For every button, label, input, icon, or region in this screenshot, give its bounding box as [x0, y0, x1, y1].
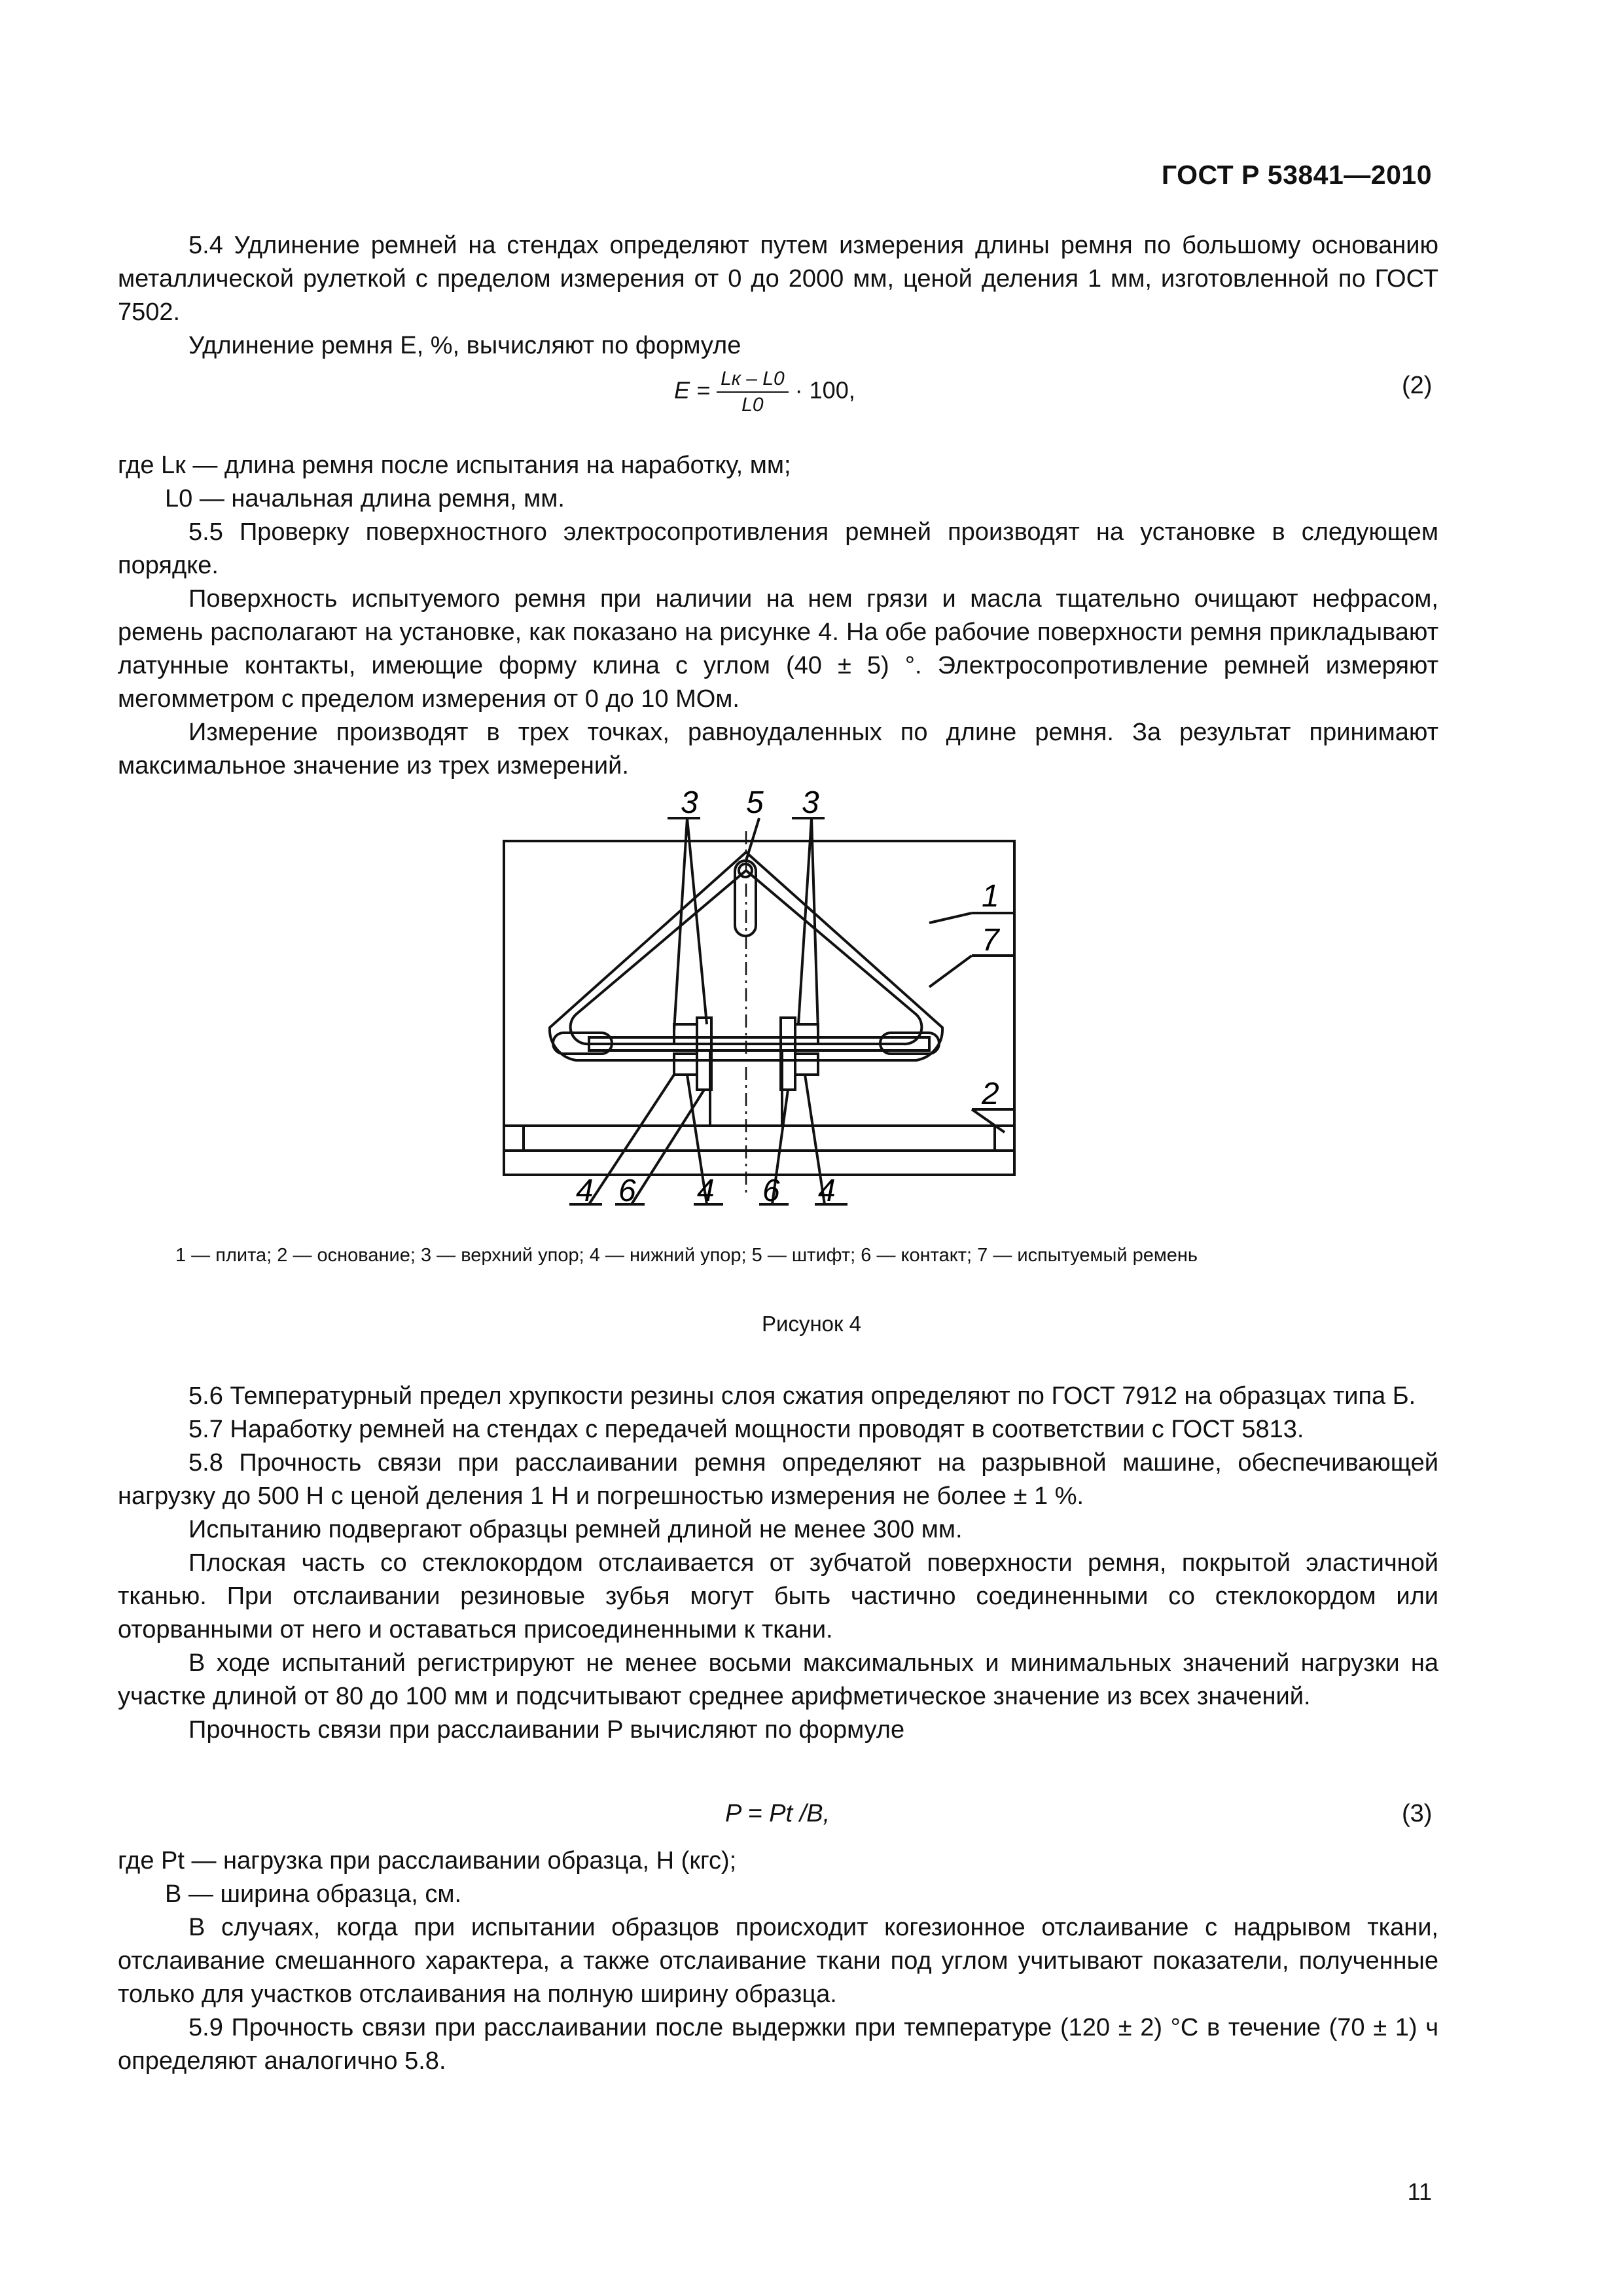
- section-5-5: [118, 516, 1438, 783]
- formula-2-denominator: L0: [741, 394, 764, 416]
- figure-4-diagram: [484, 779, 1041, 1237]
- paragraph-5-4: 5.4 Удлинение ремней на стендах определяют путем измерения длины ремня по большому основанию металлической рулеткой с пределом измерения от 0 до 2000 мм, ценой деления 1 мм, изготовленной по ГОСТ 7502.: [118, 232, 1438, 326]
- formula-3-explanation: [118, 1844, 1438, 2078]
- paragraph-5-8-cases: В случаях, когда при испытании образцов происходит когезионное отслаивание с надрывом ткани, отслаивание смешанного характера, а также отслаивание ткани под углом учитывают показатели, полученные только для участков отслаивания на полную ширину образца.: [118, 1914, 1438, 2008]
- callout-7: 7: [982, 923, 999, 958]
- callout-4-left: 4: [576, 1174, 594, 1208]
- formula-3-where-1: где Pt — нагрузка при расслаивании образца, Н (кгс);: [118, 1847, 737, 1874]
- paragraph-5-8: 5.8 Прочность связи при расслаивании ремня определяют на разрывной машине, обеспечивающей нагрузку до 500 Н с ценой деления 1 Н и погрешностью измерения не более ± 1 %.: [118, 1449, 1438, 1510]
- paragraph-5-9: 5.9 Прочность связи при расслаивании после выдержки при температуре (120 ± 2) °С в течение (70 ± 1) ч определяют аналогично 5.8.: [118, 2014, 1438, 2075]
- section-5-4: [118, 229, 1438, 363]
- callout-4-right: 4: [818, 1174, 836, 1208]
- callout-4-center: 4: [697, 1174, 715, 1208]
- paragraph-5-8-registration: В ходе испытаний регистрируют не менее восьми максимальных и минимальных значений нагрузки на участке длиной от 80 до 100 мм и подсчитывают среднее арифметическое значение из всех значений.: [118, 1649, 1438, 1710]
- callout-1: 1: [982, 879, 999, 914]
- formula-2-numerator: Lк – L0: [717, 367, 789, 393]
- callout-5: 5: [746, 785, 764, 820]
- callout-3-right: 3: [802, 785, 819, 820]
- formula-2-fraction: [717, 367, 789, 418]
- figure-4-label: Рисунок 4: [762, 1312, 861, 1336]
- callout-6-left: 6: [618, 1174, 636, 1208]
- figure-4-legend: 1 — плита; 2 — основание; 3 — верхний упор; 4 — нижний упор; 5 — штифт; 6 — контакт; 7 — испытуемый ремень: [175, 1245, 1198, 1266]
- formula-2-where-2: L0 — начальная длина ремня, мм.: [165, 485, 565, 512]
- page-number: 11: [1407, 2178, 1432, 2205]
- paragraph-5-8-description: Плоская часть со стеклокордом отслаивается от зубчатой поверхности ремня, покрытой эластичной тканью. При отслаивании резиновые зубья могут быть частично соединенными со стеклокордом или оторванными от него и оставаться присоединенными к ткани.: [118, 1549, 1438, 1643]
- paragraph-5-5-procedure: Поверхность испытуемого ремня при наличии на нем грязи и масла тщательно очищают нефрасом, ремень располагают на установке, как показано на рисунке 4. На обе рабочие поверхности ремня прикладывают латунные контакты, имеющие форму клина с углом (40 ± 5) °. Электросопротивление ремней измеряют мегомметром с пределом измерения от 0 до 10 МОм.: [118, 585, 1438, 713]
- formula-2-explanation: [118, 449, 1438, 516]
- formula-2-intro: Удлинение ремня E, %, вычисляют по формуле: [188, 332, 741, 359]
- formula-2-tail: · 100,: [794, 376, 855, 404]
- formula-3: P = Pt /B,: [725, 1800, 830, 1827]
- callout-2: 2: [982, 1077, 999, 1111]
- formula-3-intro: Прочность связи при расслаивании P вычисляют по формуле: [188, 1716, 905, 1744]
- formula-3-where-2: B — ширина образца, см.: [165, 1880, 462, 1908]
- formula-2-lhs: E =: [674, 376, 711, 404]
- lower-stop-right: [795, 1054, 818, 1075]
- formula-2-where-1: где Lк — длина ремня после испытания на наработку, мм;: [118, 452, 791, 479]
- sections-5-6-to-5-8: [118, 1380, 1438, 1747]
- lower-stop-left: [674, 1054, 697, 1075]
- callout-3-left: 3: [681, 785, 698, 820]
- document-header: ГОСТ Р 53841—2010: [1161, 160, 1432, 190]
- formula-2-number: (2): [1402, 372, 1433, 399]
- paragraph-5-5-measurement: Измерение производят в трех точках, равноудаленных по длине ремня. За результат принимают максимальное значение из трех измерений.: [118, 719, 1438, 780]
- formula-3-number: (3): [1402, 1800, 1433, 1827]
- paragraph-5-8-samples: Испытанию подвергают образцы ремней длиной не менее 300 мм.: [188, 1516, 963, 1543]
- callout-6-right: 6: [762, 1174, 780, 1208]
- upper-stop-right: [795, 1024, 818, 1044]
- paragraph-5-5: 5.5 Проверку поверхностного электросопротивления ремней производят на установке в следующем порядке.: [118, 518, 1438, 579]
- upper-stop-left: [674, 1024, 697, 1044]
- formula-2: [674, 367, 855, 418]
- paragraph-5-6: 5.6 Температурный предел хрупкости резины слоя сжатия определяют по ГОСТ 7912 на образцах типа Б.: [188, 1382, 1416, 1410]
- paragraph-5-7: 5.7 Наработку ремней на стендах с передачей мощности проводят в соответствии с ГОСТ 5813.: [188, 1416, 1304, 1443]
